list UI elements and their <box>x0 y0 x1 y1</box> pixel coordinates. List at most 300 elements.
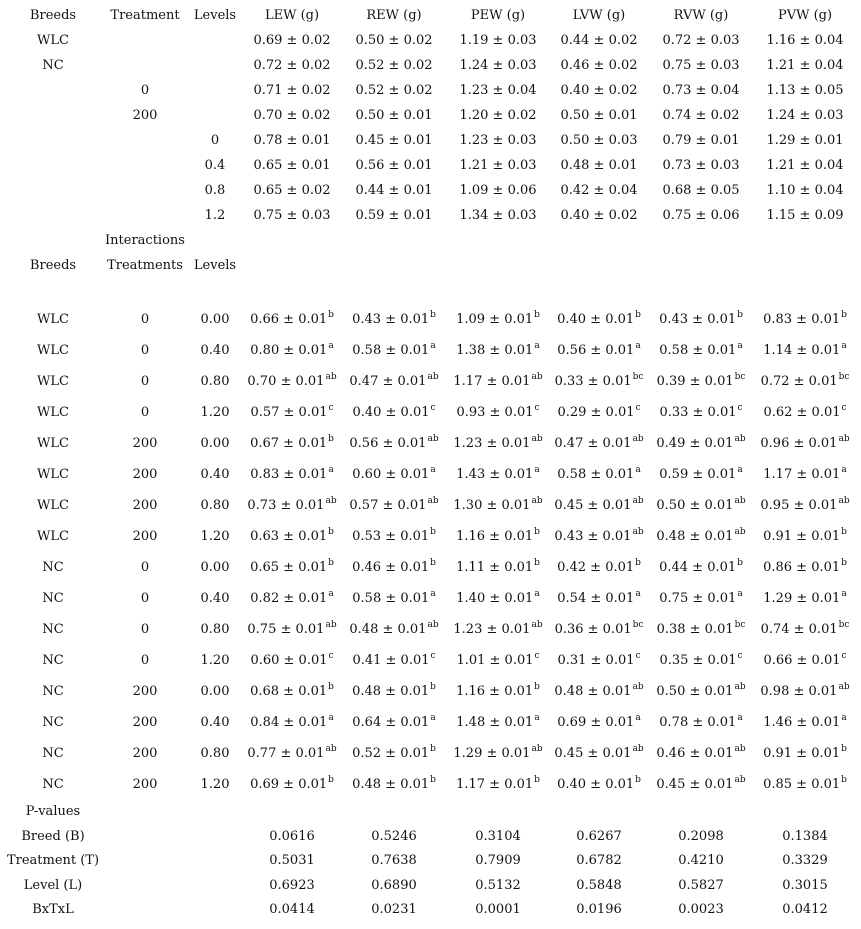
value-text: 0.58 ± 0.01 <box>352 591 430 606</box>
value-cell <box>554 433 644 451</box>
pvalue-cell: 0.3104 <box>475 828 521 844</box>
value-text: 0.43 ± 0.01 <box>352 312 430 327</box>
pvalue-cell: 0.5848 <box>576 877 622 893</box>
value-text: 1.29 ± 0.01 <box>453 746 531 761</box>
level-cell: 0.00 <box>200 312 230 327</box>
significance-letter: c <box>534 650 540 661</box>
significance-letter: a <box>534 712 540 723</box>
value-cell: 0.42 ± 0.04 <box>560 183 638 198</box>
value-text: 0.60 ± 0.01 <box>352 467 430 482</box>
value-cell <box>763 464 847 482</box>
value-text: 0.54 ± 0.01 <box>557 591 635 606</box>
pvalue-cell: 0.0414 <box>269 902 315 917</box>
value-cell <box>557 588 641 606</box>
value-cell <box>456 681 540 699</box>
value-cell: 1.21 ± 0.03 <box>459 158 537 173</box>
level-cell: 0.00 <box>200 560 230 575</box>
value-text: 1.40 ± 0.01 <box>456 591 534 606</box>
treatment-cell: 0 <box>140 83 150 98</box>
pvalue-cell: 0.2098 <box>678 828 724 844</box>
significance-letter: a <box>737 340 743 351</box>
pvalue-row-label: BxTxL <box>32 902 74 917</box>
value-text: 0.60 ± 0.01 <box>250 653 328 668</box>
value-cell: 0.50 ± 0.03 <box>560 133 638 148</box>
value-cell <box>656 526 746 544</box>
value-cell <box>456 340 540 358</box>
value-cell <box>250 464 334 482</box>
value-cell <box>557 340 641 358</box>
pvalue-row-label: Treatment (T) <box>6 853 100 868</box>
pvalue-row-label: Breed (B) <box>21 828 85 844</box>
significance-letter: b <box>430 557 436 568</box>
value-cell <box>760 495 850 513</box>
significance-letter: b <box>635 774 641 785</box>
level-cell: 0.40 <box>200 591 230 606</box>
treatment-cell: 200 <box>132 529 158 544</box>
level-cell: 0.40 <box>200 467 230 482</box>
breed-cell: NC <box>42 560 64 575</box>
pvalue-cell: 0.5246 <box>371 828 417 844</box>
significance-letter: b <box>430 743 436 754</box>
level-cell: 1.20 <box>200 777 230 792</box>
significance-letter: b <box>635 309 641 320</box>
value-text: 0.35 ± 0.01 <box>659 653 737 668</box>
value-text: 0.49 ± 0.01 <box>656 436 734 451</box>
value-cell: 0.73 ± 0.03 <box>662 158 740 173</box>
value-cell <box>659 557 743 575</box>
treatment-cell: 0 <box>140 374 150 389</box>
pvalue-cell: 0.1384 <box>782 828 828 844</box>
value-cell <box>453 743 543 761</box>
significance-letter: a <box>430 712 436 723</box>
value-cell <box>352 402 436 420</box>
value-text: 0.70 ± 0.01 <box>247 374 325 389</box>
value-text: 0.40 ± 0.01 <box>352 405 430 420</box>
breed-cell: WLC <box>37 467 69 482</box>
significance-letter: ab <box>531 433 543 444</box>
value-text: 1.16 ± 0.01 <box>456 684 534 699</box>
value-text: 1.30 ± 0.01 <box>453 498 531 513</box>
breed-cell: WLC <box>37 405 69 420</box>
value-cell <box>349 433 439 451</box>
value-cell <box>656 495 746 513</box>
significance-letter: bc <box>838 619 850 630</box>
significance-letter: a <box>328 464 334 475</box>
significance-letter: ab <box>734 774 746 785</box>
value-cell <box>656 433 746 451</box>
treatment-cell: 200 <box>132 108 158 123</box>
value-cell <box>659 588 743 606</box>
value-cell <box>554 681 644 699</box>
value-cell <box>557 402 641 420</box>
significance-letter: a <box>635 464 641 475</box>
pvalue-row-label: Level (L) <box>23 877 83 893</box>
value-text: 0.44 ± 0.01 <box>659 560 737 575</box>
significance-letter: c <box>534 402 540 413</box>
value-text: 0.43 ± 0.01 <box>659 312 737 327</box>
significance-letter: b <box>534 774 540 785</box>
value-cell: 1.19 ± 0.03 <box>459 33 537 48</box>
value-text: 0.39 ± 0.01 <box>656 374 734 389</box>
value-cell <box>250 340 334 358</box>
treatment-cell: 0 <box>140 622 150 637</box>
value-text: 0.52 ± 0.01 <box>352 746 430 761</box>
significance-letter: b <box>328 526 334 537</box>
value-text: 0.50 ± 0.01 <box>656 684 734 699</box>
value-cell <box>760 433 850 451</box>
pvalue-cell: 0.0196 <box>576 902 622 917</box>
value-cell: 0.69 ± 0.02 <box>253 33 331 48</box>
significance-letter: ab <box>325 619 337 630</box>
value-cell: 0.79 ± 0.01 <box>662 133 740 148</box>
value-cell <box>656 774 746 792</box>
significance-letter: ab <box>531 619 543 630</box>
value-cell: 0.59 ± 0.01 <box>355 208 433 223</box>
value-text: 1.43 ± 0.01 <box>456 467 534 482</box>
pvalue-cell: 0.5827 <box>678 877 724 893</box>
value-cell: 0.44 ± 0.02 <box>560 33 638 48</box>
value-text: 1.17 ± 0.01 <box>456 777 534 792</box>
value-text: 0.42 ± 0.01 <box>557 560 635 575</box>
value-cell <box>659 464 743 482</box>
significance-letter: b <box>430 526 436 537</box>
value-cell: 1.29 ± 0.01 <box>766 133 844 148</box>
level-cell: 0.00 <box>200 436 230 451</box>
significance-letter: a <box>841 712 847 723</box>
significance-letter: ab <box>632 433 644 444</box>
value-text: 0.43 ± 0.01 <box>554 529 632 544</box>
value-text: 0.48 ± 0.01 <box>554 684 632 699</box>
value-cell <box>659 650 743 668</box>
significance-letter: b <box>534 309 540 320</box>
value-text: 0.57 ± 0.01 <box>250 405 328 420</box>
level-cell: 0.4 <box>204 158 226 173</box>
value-cell: 1.24 ± 0.03 <box>766 108 844 123</box>
value-cell <box>247 619 337 637</box>
value-cell <box>456 402 540 420</box>
value-text: 0.78 ± 0.01 <box>659 715 737 730</box>
pvalue-cell: 0.0231 <box>371 902 417 917</box>
significance-letter: ab <box>632 526 644 537</box>
value-cell: 0.70 ± 0.02 <box>253 108 331 123</box>
value-cell <box>453 433 543 451</box>
pvalue-cell: 0.6923 <box>269 877 315 893</box>
value-cell <box>456 557 540 575</box>
treatment-cell: 200 <box>132 715 158 730</box>
value-text: 0.38 ± 0.01 <box>656 622 734 637</box>
significance-letter: b <box>841 774 847 785</box>
value-cell: 0.72 ± 0.02 <box>253 58 331 73</box>
level-cell: 1.20 <box>200 405 230 420</box>
value-cell <box>250 681 334 699</box>
significance-letter: ab <box>632 743 644 754</box>
significance-letter: ab <box>734 681 746 692</box>
value-cell <box>349 619 439 637</box>
value-text: 0.45 ± 0.01 <box>656 777 734 792</box>
significance-letter: b <box>841 743 847 754</box>
significance-letter: b <box>737 557 743 568</box>
value-text: 0.69 ± 0.01 <box>557 715 635 730</box>
value-cell <box>554 495 644 513</box>
pvalue-cell: 0.5132 <box>475 877 521 893</box>
value-cell <box>760 619 850 637</box>
value-text: 1.48 ± 0.01 <box>456 715 534 730</box>
significance-letter: ab <box>325 495 337 506</box>
treatment-cell: 200 <box>132 498 158 513</box>
significance-letter: ab <box>734 495 746 506</box>
treatment-cell: 0 <box>140 312 150 327</box>
column-header: PEW (g) <box>470 8 526 23</box>
value-text: 1.17 ± 0.01 <box>763 467 841 482</box>
value-cell <box>763 712 847 730</box>
level-cell: 0.00 <box>200 684 230 699</box>
value-cell: 1.23 ± 0.03 <box>459 133 537 148</box>
breed-cell: WLC <box>37 498 69 513</box>
level-cell: 0 <box>210 133 220 148</box>
value-cell <box>656 743 746 761</box>
treatment-cell: 0 <box>140 560 150 575</box>
column-header: Breeds <box>29 8 77 23</box>
treatment-cell: 200 <box>132 777 158 792</box>
value-text: 1.09 ± 0.01 <box>456 312 534 327</box>
value-text: 0.65 ± 0.01 <box>250 560 328 575</box>
significance-letter: ab <box>838 495 850 506</box>
breed-cell: NC <box>42 746 64 761</box>
level-cell: 1.20 <box>200 653 230 668</box>
significance-letter: b <box>841 309 847 320</box>
pvalue-cell: 0.7909 <box>475 853 521 868</box>
value-cell <box>247 743 337 761</box>
significance-letter: ab <box>734 743 746 754</box>
value-text: 1.17 ± 0.01 <box>453 374 531 389</box>
value-cell: 1.10 ± 0.04 <box>766 183 844 198</box>
significance-letter: b <box>534 681 540 692</box>
column-header: LEW (g) <box>264 8 320 23</box>
significance-letter: a <box>328 712 334 723</box>
significance-letter: c <box>841 402 847 413</box>
value-cell: 0.71 ± 0.02 <box>253 83 331 98</box>
column-header: Levels <box>193 8 237 23</box>
value-cell <box>453 371 543 389</box>
value-text: 0.82 ± 0.01 <box>250 591 328 606</box>
significance-letter: b <box>328 433 334 444</box>
value-text: 0.98 ± 0.01 <box>760 684 838 699</box>
value-cell <box>763 402 847 420</box>
significance-letter: a <box>430 340 436 351</box>
value-cell <box>656 371 746 389</box>
significance-letter: b <box>430 774 436 785</box>
pvalue-cell: 0.4210 <box>678 853 724 868</box>
value-cell: 0.48 ± 0.01 <box>560 158 638 173</box>
breed-cell: NC <box>42 58 64 73</box>
value-cell <box>456 588 540 606</box>
value-cell <box>554 619 644 637</box>
value-text: 0.91 ± 0.01 <box>763 746 841 761</box>
value-cell <box>557 712 641 730</box>
column-header: LVW (g) <box>572 8 626 23</box>
value-text: 1.16 ± 0.01 <box>456 529 534 544</box>
value-text: 0.33 ± 0.01 <box>659 405 737 420</box>
significance-letter: ab <box>838 681 850 692</box>
value-cell <box>456 464 540 482</box>
significance-letter: ab <box>427 371 439 382</box>
value-cell <box>352 712 436 730</box>
value-cell: 1.21 ± 0.04 <box>766 58 844 73</box>
pvalue-cell: 0.6890 <box>371 877 417 893</box>
level-cell: 0.80 <box>200 498 230 513</box>
significance-letter: a <box>737 588 743 599</box>
pvalue-cell: 0.5031 <box>269 853 315 868</box>
significance-letter: bc <box>734 371 746 382</box>
value-cell: 0.68 ± 0.05 <box>662 183 740 198</box>
value-cell <box>349 371 439 389</box>
column-header: PVW (g) <box>777 8 833 23</box>
value-cell <box>557 464 641 482</box>
significance-letter: ab <box>838 433 850 444</box>
value-text: 0.29 ± 0.01 <box>557 405 635 420</box>
value-cell <box>456 650 540 668</box>
value-text: 0.64 ± 0.01 <box>352 715 430 730</box>
value-text: 0.83 ± 0.01 <box>763 312 841 327</box>
value-cell <box>763 309 847 327</box>
level-cell: 0.80 <box>200 746 230 761</box>
value-text: 1.29 ± 0.01 <box>763 591 841 606</box>
value-cell: 1.16 ± 0.04 <box>766 33 844 48</box>
value-cell: 0.72 ± 0.03 <box>662 33 740 48</box>
value-cell: 0.45 ± 0.01 <box>355 133 433 148</box>
breed-cell: WLC <box>37 374 69 389</box>
interaction-header: Treatments <box>107 258 183 273</box>
significance-letter: bc <box>734 619 746 630</box>
value-text: 0.67 ± 0.01 <box>250 436 328 451</box>
value-cell <box>456 774 540 792</box>
level-cell: 1.20 <box>200 529 230 544</box>
value-cell: 0.50 ± 0.01 <box>560 108 638 123</box>
value-cell <box>763 774 847 792</box>
value-cell: 0.65 ± 0.02 <box>253 183 331 198</box>
breed-cell: NC <box>42 622 64 637</box>
significance-letter: a <box>534 464 540 475</box>
significance-letter: b <box>737 309 743 320</box>
value-cell <box>352 743 436 761</box>
value-text: 1.23 ± 0.01 <box>453 436 531 451</box>
significance-letter: ab <box>531 743 543 754</box>
significance-letter: b <box>328 557 334 568</box>
value-text: 1.46 ± 0.01 <box>763 715 841 730</box>
value-cell <box>352 309 436 327</box>
value-cell: 1.23 ± 0.04 <box>459 83 537 98</box>
significance-letter: a <box>841 464 847 475</box>
value-cell <box>760 371 850 389</box>
value-text: 0.50 ± 0.01 <box>656 498 734 513</box>
significance-letter: b <box>430 681 436 692</box>
treatment-cell: 0 <box>140 343 150 358</box>
breed-cell: WLC <box>37 529 69 544</box>
value-cell <box>352 557 436 575</box>
interaction-header: Levels <box>193 258 237 273</box>
value-text: 0.93 ± 0.01 <box>456 405 534 420</box>
value-text: 0.62 ± 0.01 <box>763 405 841 420</box>
value-cell <box>352 650 436 668</box>
value-text: 0.56 ± 0.01 <box>557 343 635 358</box>
value-text: 0.46 ± 0.01 <box>656 746 734 761</box>
significance-letter: b <box>841 557 847 568</box>
value-cell: 0.40 ± 0.02 <box>560 208 638 223</box>
value-cell: 1.24 ± 0.03 <box>459 58 537 73</box>
value-cell <box>352 464 436 482</box>
significance-letter: ab <box>427 619 439 630</box>
column-header: REW (g) <box>366 8 422 23</box>
value-text: 0.58 ± 0.01 <box>352 343 430 358</box>
treatment-cell: 0 <box>140 405 150 420</box>
value-text: 0.48 ± 0.01 <box>352 684 430 699</box>
breed-cell: WLC <box>37 343 69 358</box>
significance-letter: bc <box>838 371 850 382</box>
value-cell <box>453 495 543 513</box>
level-cell: 0.40 <box>200 343 230 358</box>
value-cell <box>659 309 743 327</box>
significance-letter: ab <box>427 433 439 444</box>
column-header: RVW (g) <box>673 8 729 23</box>
value-text: 0.33 ± 0.01 <box>554 374 632 389</box>
value-text: 0.47 ± 0.01 <box>349 374 427 389</box>
column-header: Treatment <box>110 8 180 23</box>
significance-letter: ab <box>632 681 644 692</box>
significance-letter: a <box>635 340 641 351</box>
breed-cell: WLC <box>37 436 69 451</box>
value-cell <box>557 557 641 575</box>
value-text: 0.48 ± 0.01 <box>656 529 734 544</box>
pvalue-cell: 0.3329 <box>782 853 828 868</box>
breed-cell: WLC <box>37 312 69 327</box>
value-cell <box>557 309 641 327</box>
value-cell: 0.56 ± 0.01 <box>355 158 433 173</box>
value-cell <box>250 557 334 575</box>
breed-cell: NC <box>42 777 64 792</box>
value-text: 0.31 ± 0.01 <box>557 653 635 668</box>
value-cell <box>656 619 746 637</box>
significance-letter: c <box>737 402 743 413</box>
interaction-header: Breeds <box>29 258 77 273</box>
pvalue-cell: 0.0616 <box>269 828 315 844</box>
value-text: 1.23 ± 0.01 <box>453 622 531 637</box>
pvalue-cell: 0.6782 <box>576 853 622 868</box>
treatment-cell: 200 <box>132 746 158 761</box>
significance-letter: c <box>635 402 641 413</box>
value-cell: 1.34 ± 0.03 <box>459 208 537 223</box>
interactions-label: Interactions <box>105 233 185 248</box>
value-text: 0.75 ± 0.01 <box>659 591 737 606</box>
significance-letter: b <box>430 309 436 320</box>
significance-letter: b <box>534 526 540 537</box>
value-text: 1.38 ± 0.01 <box>456 343 534 358</box>
pvalue-cell: 0.0412 <box>782 902 828 917</box>
value-cell: 0.75 ± 0.03 <box>662 58 740 73</box>
value-text: 0.46 ± 0.01 <box>352 560 430 575</box>
value-cell: 0.74 ± 0.02 <box>662 108 740 123</box>
value-text: 0.45 ± 0.01 <box>554 746 632 761</box>
value-cell: 0.75 ± 0.03 <box>253 208 331 223</box>
level-cell: 0.80 <box>200 622 230 637</box>
value-cell: 0.65 ± 0.01 <box>253 158 331 173</box>
pvalue-cell: 0.6267 <box>576 828 622 844</box>
significance-letter: b <box>328 309 334 320</box>
pvalues-label: P-values <box>25 804 81 819</box>
significance-letter: c <box>737 650 743 661</box>
value-cell <box>352 681 436 699</box>
significance-letter: b <box>841 526 847 537</box>
value-cell <box>352 526 436 544</box>
